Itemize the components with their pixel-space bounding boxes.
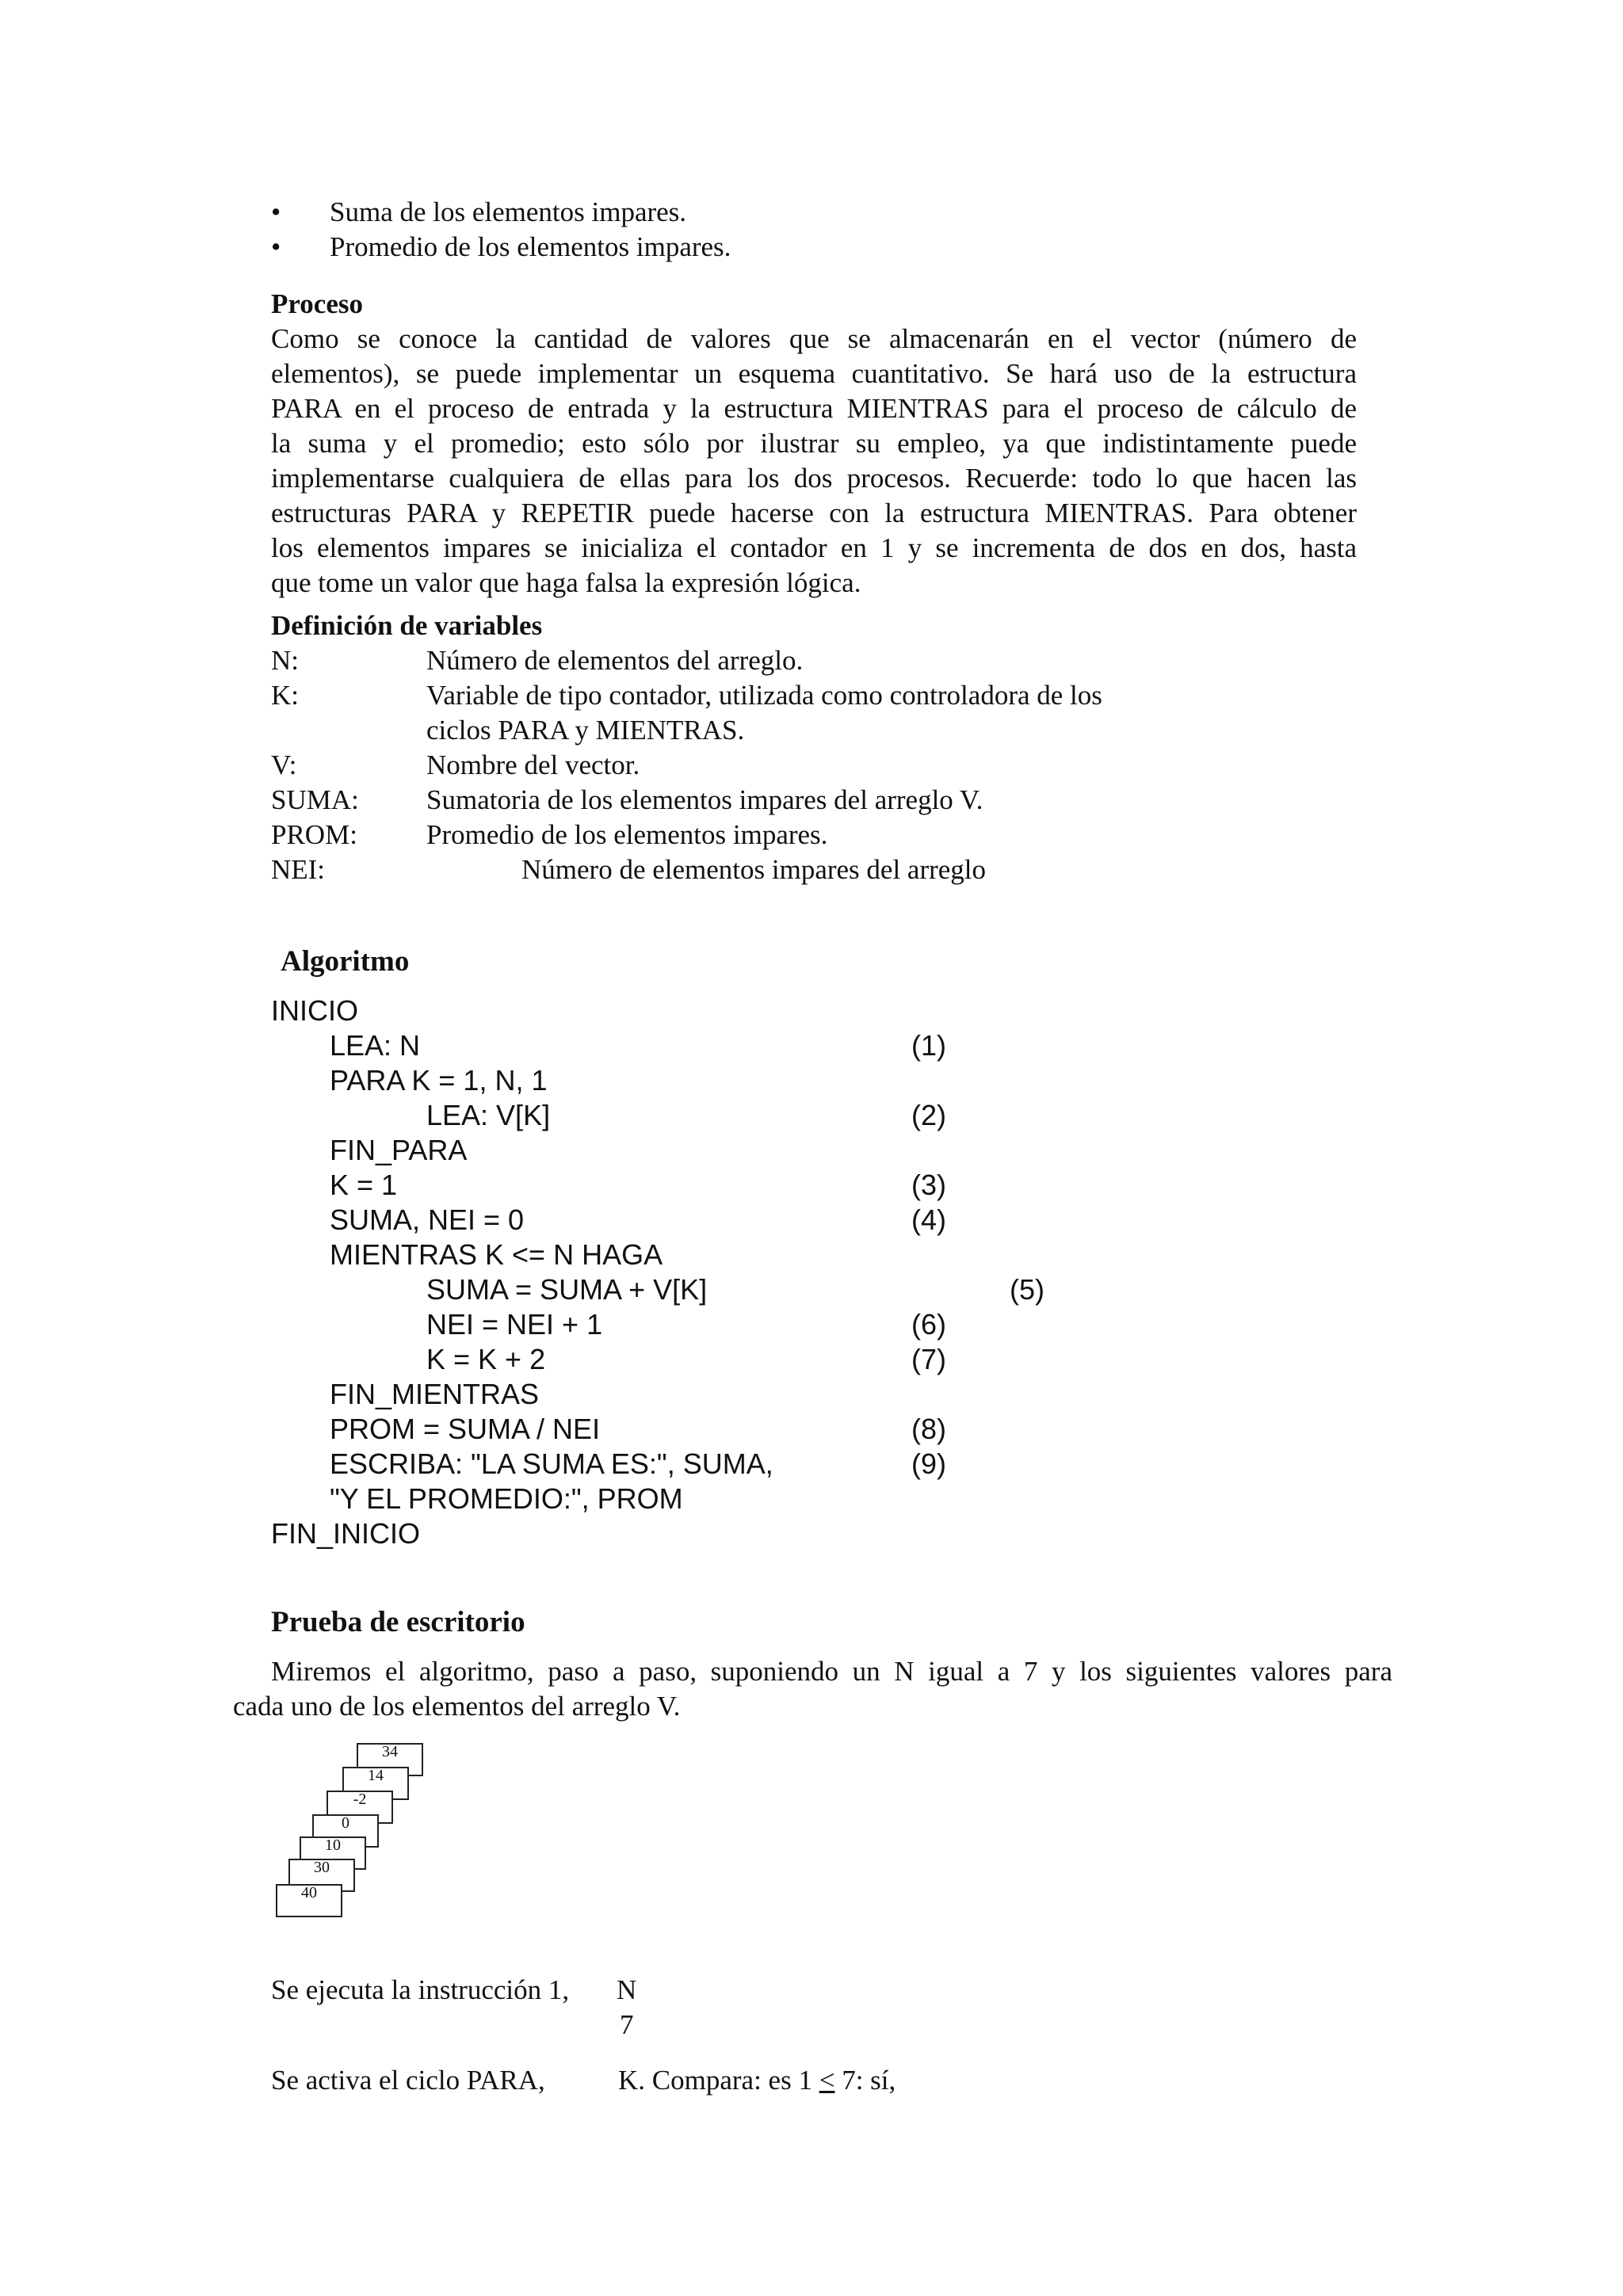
code-text: FIN_MIENTRAS: [330, 1378, 540, 1410]
definition-term: N:: [271, 645, 299, 676]
definition-row: [271, 678, 1102, 713]
definition-term: NEI:: [271, 854, 326, 885]
vector-card: -2: [327, 1791, 393, 1824]
vector-card: 14: [342, 1767, 409, 1800]
definiciones-heading: Definición de variables: [271, 610, 543, 641]
vector-card: 0: [312, 1814, 379, 1848]
ejecuta-variable: N: [617, 1974, 637, 2005]
definition-desc: Variable de tipo contador, utilizada como controladora de los: [426, 680, 1102, 711]
bullet-item: [271, 195, 731, 230]
step-number: (8): [911, 1413, 946, 1445]
proceso-heading: Proceso: [271, 288, 363, 319]
code-text: K = 1: [330, 1169, 398, 1201]
bullet-list: [271, 195, 731, 265]
definition-desc: Número de elementos del arreglo.: [426, 645, 804, 676]
code-text: SUMA = SUMA + V[K]: [426, 1273, 708, 1306]
bullet-item: [271, 230, 731, 265]
definition-desc: Promedio de los elementos impares.: [426, 819, 828, 850]
step-number: (3): [911, 1169, 946, 1201]
definition-term: PROM:: [271, 819, 357, 850]
definition-term: [271, 713, 426, 748]
code-text: INICIO: [271, 994, 359, 1027]
activa-text-symbol: <: [819, 2065, 835, 2096]
definition-row: [271, 852, 1102, 887]
code-text: MIENTRAS K <= N HAGA: [330, 1238, 663, 1271]
definition-row: [271, 818, 1102, 852]
bullet-text: Suma de los elementos impares.: [330, 196, 687, 227]
step-number: (6): [911, 1308, 946, 1341]
proceso-paragraph: [271, 322, 1357, 601]
step-number: (2): [911, 1099, 946, 1131]
ejecuta-value: 7: [620, 2009, 634, 2040]
bullet-symbol: •: [271, 196, 281, 227]
definition-term: V:: [271, 749, 297, 780]
code-text: SUMA, NEI = 0: [330, 1203, 525, 1236]
code-text: PARA K = 1, N, 1: [330, 1064, 548, 1097]
activa-text-b: 7: sí,: [834, 2065, 896, 2096]
bullet-symbol: •: [271, 231, 281, 262]
prueba-paragraph-line: cada uno de los elementos del arreglo V.: [233, 1691, 681, 1722]
prueba-heading: Prueba de escritorio: [271, 1606, 525, 1638]
code-text: K = K + 2: [426, 1343, 546, 1375]
code-text: FIN_INICIO: [271, 1517, 421, 1550]
code-text: "Y EL PROMEDIO:", PROM: [330, 1482, 683, 1515]
code-text: LEA: V[K]: [426, 1099, 551, 1131]
code-text: FIN_PARA: [330, 1134, 468, 1166]
algoritmo-heading: Algoritmo: [281, 945, 410, 978]
definition-desc: Nombre del vector.: [426, 749, 640, 780]
definition-row: [271, 713, 1102, 748]
vector-card: 34: [357, 1743, 423, 1776]
activa-text-a: K. Compara: es 1: [618, 2065, 819, 2096]
step-number: (4): [911, 1203, 946, 1236]
paragraph-line: implementarse cualquiera de ellas para los dos procesos. Recuerde: todo lo que hacen las: [271, 463, 1357, 494]
vector-card: 40: [276, 1884, 342, 1917]
definition-desc: Sumatoria de los elementos impares del arreglo V.: [426, 784, 983, 815]
vector-card: 10: [300, 1836, 366, 1870]
paragraph-line: los elementos impares se inicializa el contador en 1 y se incrementa de dos en dos, hasta: [271, 532, 1357, 563]
paragraph-line: que tome un valor que haga falsa la expresión lógica.: [271, 567, 861, 598]
step-number: (7): [911, 1343, 946, 1375]
definiciones-list: [271, 643, 1102, 887]
vector-card: 30: [288, 1859, 355, 1892]
definition-term: SUMA:: [271, 784, 359, 815]
code-text: PROM = SUMA / NEI: [330, 1413, 601, 1445]
step-number: (9): [911, 1447, 946, 1480]
definition-desc: ciclos PARA y MIENTRAS.: [426, 715, 745, 746]
code-text: NEI = NEI + 1: [426, 1308, 603, 1341]
paragraph-line: Como se conoce la cantidad de valores que se almacenarán en el vector (número de: [271, 323, 1357, 354]
bullet-text: Promedio de los elementos impares.: [330, 231, 731, 262]
prueba-paragraph-line: Miremos el algoritmo, paso a paso, suponiendo un N igual a 7 y los siguientes valores para: [271, 1656, 1392, 1687]
paragraph-line: elementos), se puede implementar un esquema cuantitativo. Se hará uso de la estructura: [271, 358, 1357, 389]
ejecuta-label: Se ejecuta la instrucción 1,: [271, 1974, 570, 2005]
definition-row: [271, 783, 1102, 818]
paragraph-line: estructuras PARA y REPETIR puede hacerse con la estructura MIENTRAS. Para obtener: [271, 498, 1357, 528]
paragraph-line: PARA en el proceso de entrada y la estructura MIENTRAS para el proceso de cálculo de: [271, 393, 1357, 424]
step-number: (5): [1010, 1273, 1044, 1306]
definition-desc: Número de elementos impares del arreglo: [521, 854, 987, 885]
definition-row: [271, 748, 1102, 783]
activa-label: Se activa el ciclo PARA,: [271, 2065, 545, 2096]
code-text: ESCRIBA: "LA SUMA ES:", SUMA,: [330, 1447, 773, 1480]
code-text: LEA: N: [330, 1029, 421, 1062]
paragraph-line: la suma y el promedio; esto sólo por ilustrar su empleo, ya que indistintamente puede: [271, 428, 1357, 459]
activa-text: [618, 2063, 896, 2098]
definition-row: [271, 643, 1102, 678]
definition-term: K:: [271, 680, 299, 711]
step-number: (1): [911, 1029, 946, 1062]
